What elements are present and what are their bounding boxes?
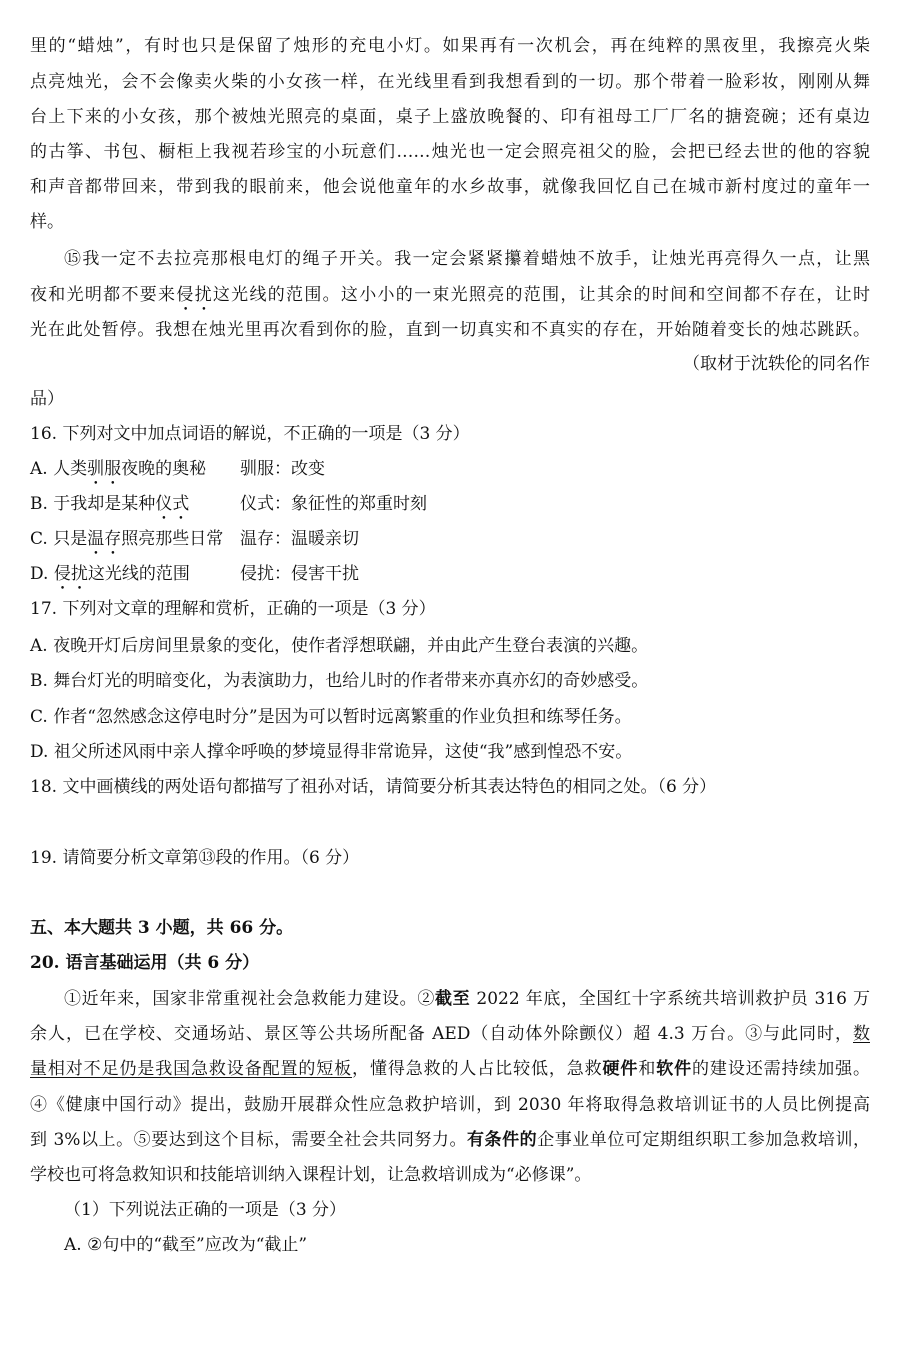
passage-line: [64, 987, 870, 1011]
question-18-stem: 18. 文中画横线的两处语句都描写了祖孙对话，请简要分析其表达特色的相同之处。（6 分）: [30, 777, 717, 797]
dotted-word: 侵扰: [53, 564, 88, 584]
question-17-option: D. 祖父所述风雨中亲人撑伞呼唤的梦境显得非常诡异，这使“我”感到惶恐不安。: [30, 742, 633, 762]
question-16-option: [30, 492, 870, 524]
bold-word: 硬件: [602, 1059, 639, 1079]
option-explanation: 驯服：改变: [240, 459, 325, 479]
question-16-option: [30, 457, 870, 489]
question-17-stem: 17. 下列对文章的理解和赏析，正确的一项是（3 分）: [30, 599, 436, 619]
text-run: 和: [638, 1059, 657, 1079]
passage-line: 光在此处暂停。我想在烛光里再次看到你的脸，直到一切真实和不真实的存在，开始随着变长的烛芯跳跃。: [30, 320, 870, 340]
passage-line: 学校也可将急救知识和技能培训纳入课程计划，让急救培训成为“必修课”。: [30, 1165, 592, 1185]
question-17-option: C. 作者“忽然感念这停电时分”是因为可以暂时远离繁重的作业负担和练琴任务。: [30, 707, 632, 727]
question-17-option: A. 夜晚开灯后房间里景象的变化，使作者浮想联翩，并由此产生登台表演的兴趣。: [30, 636, 649, 656]
bold-word: 截至: [435, 989, 471, 1009]
passage-line: 台上下来的小女孩，那个被烛光照亮的桌面，桌子上盛放晚餐的、印有祖母工厂厂名的搪瓷碗；还有桌边: [30, 107, 870, 127]
question-16-option: [30, 527, 870, 559]
text-run: 夜和光明都不要来: [30, 285, 177, 305]
question-16-stem: 16. 下列对文中加点词语的解说，不正确的一项是（3 分）: [30, 424, 470, 444]
passage-line: 样。: [30, 212, 64, 232]
underlined-text: 量相对不足仍是我国急救设备配置的短板: [30, 1059, 353, 1079]
text-run: 的建设还需持续加强。: [692, 1059, 871, 1079]
question-20-title: 20. 语言基础运用（共 6 分）: [30, 953, 260, 973]
option-explanation: 温存：温暖亲切: [240, 529, 359, 549]
text-run: ，懂得急救的人占比较低，急救: [352, 1059, 603, 1079]
option-explanation: 侵扰：侵害干扰: [240, 564, 359, 584]
text-run: B. 于我却是某种: [30, 494, 156, 514]
passage-line: [30, 1057, 870, 1081]
text-run: 这光线的范围。这小小的一束光照亮的范围，让其余的时间和空间都不存在，让时: [212, 285, 871, 305]
passage-line: 点亮烛光，会不会像卖火柴的小女孩一样，在光线里看到我想看到的一切。那个带着一脸彩妆，刚刚从舞: [30, 72, 870, 92]
underlined-text: 数: [853, 1024, 870, 1044]
option-explanation: 仪式：象征性的郑重时刻: [240, 494, 427, 514]
dotted-word: 温存: [87, 529, 122, 549]
passage-line: ④《健康中国行动》提出，鼓励开展群众性应急救护培训，到 2030 年将取得急救培训证书的人员比例提高: [30, 1095, 870, 1115]
passage-source-end: 品）: [30, 389, 64, 409]
text-run: 这光线的范围: [87, 564, 190, 584]
dotted-word: 侵扰: [176, 285, 213, 305]
dotted-word: 驯服: [87, 459, 122, 479]
text-run: A. 人类: [30, 459, 88, 479]
text-run: 余人，已在学校、交通场站、景区等公共场所配备 AED（自动体外除颤仪）超 4.3 万台。③与此同时，: [30, 1024, 853, 1044]
sub-question-stem: （1）下列说法正确的一项是（3 分）: [64, 1200, 347, 1220]
dotted-word: 仪式: [155, 494, 190, 514]
text-run: 夜晚的奥秘: [121, 459, 207, 479]
question-19-stem: 19. 请简要分析文章第⑬段的作用。（6 分）: [30, 848, 360, 868]
passage-line: 的古筝、书包、橱柜上我视若珍宝的小玩意们……烛光也一定会照亮祖父的脸，会把已经去世的他的容貌: [30, 142, 870, 162]
text-run: C. 只是: [30, 529, 88, 549]
passage-line: [30, 1128, 870, 1152]
passage-line: 里的“蜡烛”，有时也只是保留了烛形的充电小灯。如果再有一次机会，再在纯粹的黑夜里，我擦亮火柴: [30, 36, 870, 56]
text-run: ①近年来，国家非常重视社会急救能力建设。②: [64, 989, 436, 1009]
text-run: 到 3%以上。⑤要达到这个目标，需要全社会共同努力。: [30, 1130, 468, 1150]
section-title: 五、本大题共 3 小题，共 66 分。: [30, 918, 294, 938]
bold-word: 软件: [656, 1059, 693, 1079]
passage-line: [30, 283, 870, 315]
text-run: 企事业单位可定期组织职工参加急救培训，: [537, 1130, 871, 1150]
text-run: 2022 年底，全国红十字系统共培训救护员 316 万: [470, 989, 871, 1009]
text-run: D.: [30, 564, 54, 584]
question-17-option: B. 舞台灯光的明暗变化，为表演助力，也给儿时的作者带来亦真亦幻的奇妙感受。: [30, 671, 649, 691]
text-run: 照亮那些日常: [121, 529, 224, 549]
passage-line: 和声音都带回来，带到我的眼前来，他会说他童年的水乡故事，就像我回忆自己在城市新村度过的童年一: [30, 177, 870, 197]
passage-line: ⑮我一定不去拉亮那根电灯的绳子开关。我一定会紧紧攥着蜡烛不放手，让烛光再亮得久一点，让黑: [64, 249, 870, 269]
bold-word: 有条件的: [467, 1130, 538, 1150]
passage-line: [30, 1022, 870, 1046]
passage-source: （取材于沈轶伦的同名作: [683, 354, 870, 374]
question-16-option: [30, 562, 870, 594]
sub-question-option: A. ②句中的“截至”应改为“截止”: [64, 1235, 308, 1255]
